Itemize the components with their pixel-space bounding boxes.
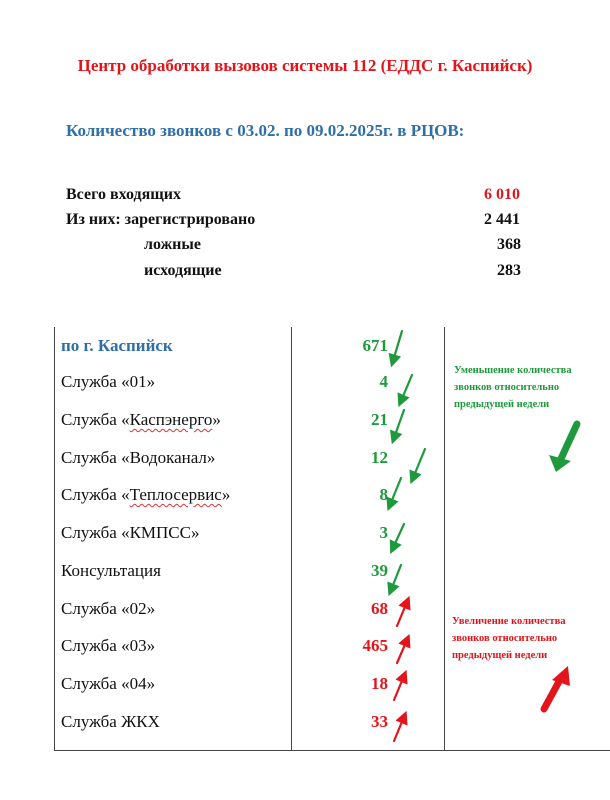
service-name-prefix: Служба «Водоканал» bbox=[61, 448, 216, 467]
table-row bbox=[54, 476, 610, 514]
service-name bbox=[61, 674, 155, 694]
service-name bbox=[61, 561, 161, 581]
decrease-legend-note: Уменьшение количества звонков относительно предыдущей недели bbox=[454, 365, 572, 410]
call-count: 465 bbox=[362, 636, 388, 655]
false-calls-value: 368 bbox=[497, 236, 521, 253]
call-count: 12 bbox=[371, 448, 388, 467]
service-name-prefix: Служба «01» bbox=[61, 372, 156, 391]
table-row bbox=[54, 703, 610, 741]
table-border-bottom bbox=[54, 750, 610, 751]
increase-legend-note: Увеличение количества звонков относительно предыдущей недели bbox=[452, 616, 566, 661]
service-name bbox=[61, 336, 173, 356]
service-name-prefix: Служба « bbox=[61, 410, 130, 429]
table-row bbox=[54, 327, 610, 365]
service-name bbox=[61, 410, 221, 430]
false-calls-label: ложные bbox=[144, 236, 201, 253]
service-name-core: Каспэнерго bbox=[129, 410, 213, 429]
call-count: 3 bbox=[379, 523, 388, 542]
outgoing-value: 283 bbox=[497, 262, 521, 279]
table-row bbox=[54, 665, 610, 703]
registered-value: 2 441 bbox=[484, 211, 520, 228]
call-count: 671 bbox=[362, 336, 388, 355]
total-value: 6 010 bbox=[484, 186, 520, 203]
total-label: Всего входящих bbox=[66, 186, 181, 203]
call-count: 21 bbox=[371, 410, 388, 429]
service-name-prefix: Служба ЖКХ bbox=[61, 712, 160, 731]
page-title: Центр обработки вызовов системы 112 (ЕДДС г. Каспийск) bbox=[77, 56, 533, 75]
call-count: 68 bbox=[371, 599, 388, 618]
service-name-prefix: Служба «02» bbox=[61, 599, 156, 618]
service-name-prefix: по г. Каспийск bbox=[61, 336, 173, 355]
call-count: 4 bbox=[379, 372, 388, 391]
service-name-suffix: » bbox=[221, 485, 231, 504]
service-name bbox=[61, 523, 199, 543]
period-subtitle: Количество звонков с 03.02. по 09.02.2025г. в РЦОВ: bbox=[66, 121, 465, 140]
call-count: 33 bbox=[371, 712, 388, 731]
service-name-prefix: Консультация bbox=[61, 561, 161, 580]
call-count: 39 bbox=[371, 561, 388, 580]
service-name bbox=[61, 636, 155, 656]
service-name-prefix: Служба «КМПСС» bbox=[61, 523, 200, 542]
service-name-prefix: Служба «04» bbox=[61, 674, 156, 693]
service-name bbox=[61, 485, 230, 505]
outgoing-label: исходящие bbox=[144, 262, 222, 279]
call-count: 8 bbox=[379, 485, 388, 504]
registered-label: Из них: зарегистрировано bbox=[66, 211, 256, 228]
service-name bbox=[61, 712, 160, 732]
service-name-core: Теплосервис bbox=[129, 485, 222, 504]
service-name bbox=[61, 448, 215, 468]
service-name-prefix: Служба «03» bbox=[61, 636, 156, 655]
call-count: 18 bbox=[371, 674, 388, 693]
service-name bbox=[61, 372, 155, 392]
table-row bbox=[54, 552, 610, 590]
table-row bbox=[54, 439, 610, 477]
service-name-suffix: » bbox=[212, 410, 221, 429]
table-row bbox=[54, 514, 610, 552]
service-name bbox=[61, 599, 155, 619]
service-name-prefix: Служба « bbox=[61, 485, 130, 504]
